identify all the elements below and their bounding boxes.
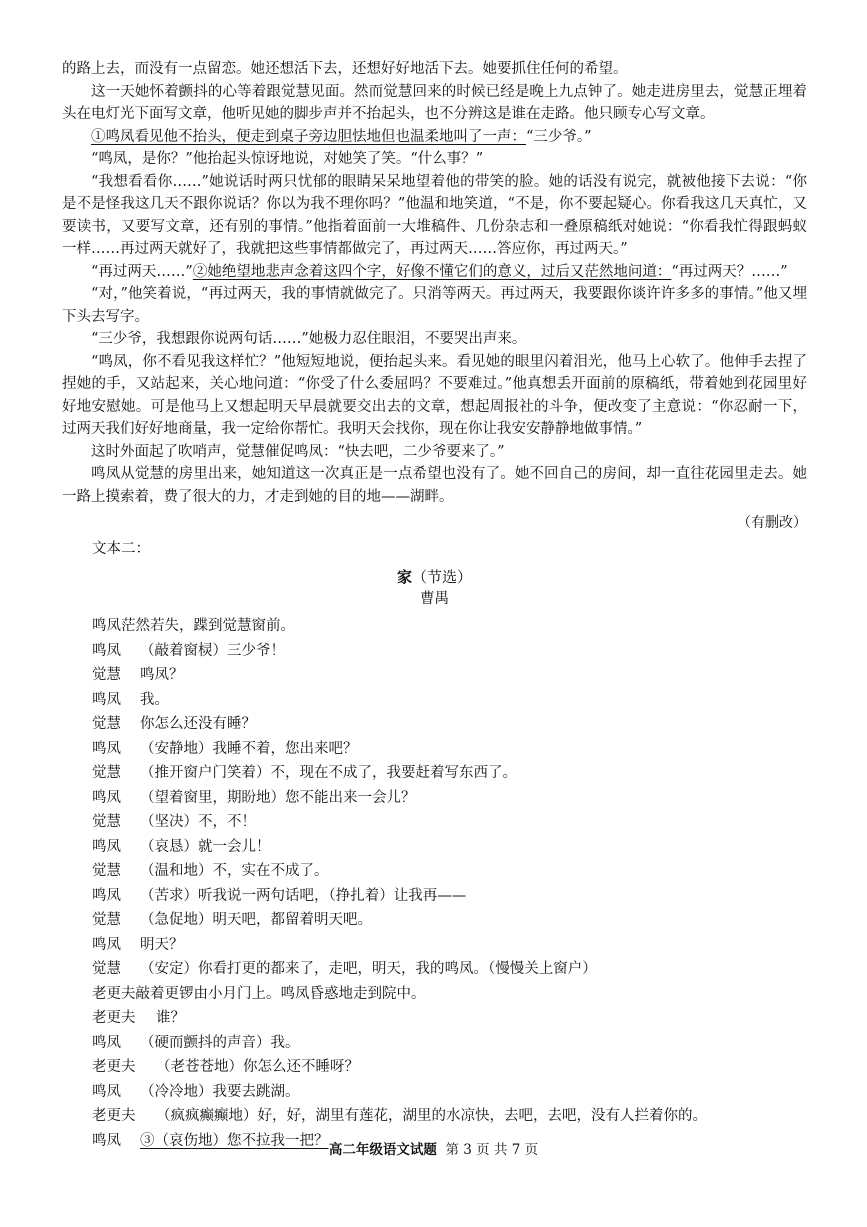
speaker: 老更夫 (92, 1108, 136, 1124)
dialog-line (92, 884, 807, 909)
line-text (140, 1080, 300, 1105)
line-text (140, 786, 416, 811)
stage-note: （望着窗里，期盼地） (140, 789, 285, 806)
dialog-line (92, 835, 807, 860)
underlined-sentence-2: ②她绝望地悲声念着这四个字，好像不懂它们的意义，过后又茫然地问道： (192, 263, 672, 280)
stage-note: （硬而颤抖的声音） (140, 1034, 271, 1051)
line-text (140, 761, 517, 786)
underlined-sentence-1: ①鸣凤看见他不抬头，便走到桌子旁边胆怯地但也温柔地叫了一声： (91, 128, 526, 145)
stage-note: （敲着窗棂） (140, 642, 227, 659)
stage-note: （急促地） (140, 912, 213, 928)
dialog-line (92, 1055, 807, 1080)
stage-direction: 鸣凤茫然若失，蹀到觉慧窗前。 (92, 618, 295, 634)
speaker: 老更夫 (92, 1010, 136, 1026)
line-text (156, 1055, 359, 1080)
stage-note: （坚决） (140, 814, 198, 830)
line-text (156, 1006, 185, 1031)
line-text (140, 835, 271, 860)
spoken-text: 不，实在不成了。 (212, 863, 329, 879)
spoken-text: 你怎么还没有睡？ (140, 716, 256, 732)
spoken-text: 好，好，湖里有莲花，湖里的水凉快，去吧，去吧，没有人拦着你的。 (257, 1108, 707, 1124)
line-text (140, 859, 329, 884)
dialog-line (92, 639, 807, 664)
paragraph (62, 126, 807, 149)
stage-note: （疯疯癫癫地） (156, 1108, 258, 1124)
stage-note: （温和地） (140, 863, 213, 879)
stage-note: （哀恳） (140, 838, 198, 855)
stage-note: （安静地） (140, 740, 213, 757)
paragraph: 这时外面起了吹哨声，觉慧催促鸣凤：“快去吧，二少爷要来了。” (91, 443, 505, 460)
play-script (62, 614, 807, 1153)
spoken-text: 不，现在不成了，我要赶着写东西了。 (270, 765, 517, 781)
speaker: 鸣凤 (92, 887, 121, 904)
line-text (140, 957, 597, 982)
section-label: 文本二： (92, 541, 150, 557)
spoken-text: 谁？ (156, 1010, 185, 1026)
dialog-line (92, 663, 807, 688)
spoken-text: 我。 (140, 691, 169, 708)
speaker: 鸣凤 (92, 691, 121, 708)
spoken-text: 我。 (270, 1034, 300, 1051)
speaker: 觉慧 (92, 716, 121, 732)
line-text (140, 810, 256, 835)
spoken-text: 你怎么还不睡呀？ (243, 1059, 359, 1075)
paragraph: 这一天她怀着颤抖的心等着跟觉慧见面。然而觉慧回来的时候已经是晚上九点钟了。她走进房里去，觉慧正埋着头在电灯光下面写文章，他听见她的脚步声并不抬起头，也不分辨这是谁在走路。他只顾专心写文章。 (62, 83, 807, 122)
line-text (140, 712, 256, 737)
spoken-text: 三少爷！ (227, 642, 285, 659)
line-text (140, 688, 169, 713)
spoken-text: 不，不！ (198, 814, 256, 830)
paragraph: “三少爷，我想跟你说两句话……”她极力忍住眼泪，不要哭出声来。 (91, 331, 527, 347)
speaker: 鸣凤 (92, 838, 121, 855)
paragraph: “对，”他笑着说，“再过两天，我的事情就做完了。只消等两天。再过两天，我要跟你谈许许多多的事情。”他又埋下头去写字。 (62, 286, 807, 325)
page-number: 第 3 页 共 7 页 (445, 1142, 539, 1158)
speaker: 鸣凤 (92, 642, 121, 659)
title-note: （节选） (412, 568, 473, 586)
spoken-text: 明天吧，都留着明天吧。 (212, 912, 372, 928)
dialog-line (92, 737, 807, 762)
line-text (156, 1104, 707, 1129)
dialog-block (92, 639, 807, 982)
author: 曹禺 (420, 591, 449, 607)
dialog-line (92, 1080, 807, 1105)
paragraph: 的路上去，而没有一点留恋。她还想活下去，还想好好地活下去。她要抓住任何的希望。 (62, 61, 628, 77)
paragraph: 鸣凤从觉慧的房里出来，她知道这一次真正是一点希望也没有了。她不回自己的房间，却一直往花园里走去。她一路上摸索着，费了很大的力，才走到她的目的地——湖畔。 (62, 466, 807, 505)
speaker: 觉慧 (92, 814, 121, 830)
line-text (140, 908, 372, 933)
spoken-text: 听我说一两句话吧，（挣扎着）让我再—— (198, 887, 467, 904)
line-text (140, 884, 466, 909)
spoken-text: 您不能出来一会儿？ (285, 789, 416, 806)
excerpt-title (62, 566, 807, 588)
dialog-line (92, 1104, 807, 1129)
spoken-text: 就一会儿！ (198, 838, 271, 855)
dialog-line (92, 1031, 807, 1056)
spoken-text: 明天？ (140, 936, 184, 953)
dialog-line (92, 810, 807, 835)
stage-note: （推开窗户门笑着） (140, 765, 271, 781)
stage-direction: 老更夫敲着更锣由小月门上。鸣凤昏惑地走到院中。 (92, 985, 426, 1002)
spoken-text: 鸣凤？ (140, 667, 184, 683)
speaker: 鸣凤 (92, 1132, 121, 1149)
text-span: “再过两天……” (91, 263, 193, 280)
page-footer (0, 1138, 867, 1158)
spoken-text: 我要去跳湖。 (212, 1083, 300, 1100)
speaker: 觉慧 (92, 863, 121, 879)
speaker: 鸣凤 (92, 740, 121, 757)
text-span: “三少爷。” (526, 128, 592, 145)
spoken-text: 我睡不着，您出来吧？ (212, 740, 358, 757)
dialog-line (92, 786, 807, 811)
exam-name: 高二年级语文试题 (328, 1142, 437, 1158)
line-text (140, 1031, 300, 1056)
line-text (140, 639, 285, 664)
paragraph: “我想看看你……”她说话时两只忧郁的眼睛呆呆地望着他的带笑的脸。她的话没有说完，就被他接下去说：“你是不是怪我这几天不跟你说话？你以为我不理你吗？”他温和地笑道，“不是，你不要起疑心。你看我这几天真忙，又要读书，又要写文章，还有别的事情。”他指着面前一大堆稿件、几份杂志和一叠原稿纸对她说：“你看我忙得跟蚂蚁一样……再过两天就好了，我就把这些事情都做完了，再过两天……答应你，再过两天。” (62, 173, 808, 257)
dialog-line (92, 688, 807, 713)
title-text: 家 (396, 568, 412, 586)
speaker: 鸣凤 (92, 789, 121, 806)
dialog-line (92, 859, 807, 884)
underlined-sentence-3: ③（哀伤地）您不拉我一把？ (140, 1132, 329, 1149)
line-text (140, 933, 184, 958)
speaker: 鸣凤 (92, 1083, 121, 1100)
spoken-text: 你看打更的都来了，走吧，明天，我的鸣凤。（慢慢关上窗户） (198, 961, 597, 977)
dialog-line (92, 712, 807, 737)
dialog-line (92, 957, 807, 982)
speaker: 觉慧 (92, 961, 121, 977)
speaker: 觉慧 (92, 912, 121, 928)
line-text (140, 737, 358, 762)
stage-note: （冷冷地） (140, 1083, 213, 1100)
dialog-line (92, 933, 807, 958)
source-note: （有删改） (737, 515, 807, 531)
document-page (62, 58, 807, 1153)
dialog-line (92, 908, 807, 933)
stage-note: （老苍苍地） (156, 1059, 243, 1075)
speaker: 鸣凤 (92, 936, 121, 953)
paragraph (62, 261, 807, 284)
speaker: 觉慧 (92, 667, 121, 683)
dialog-line (92, 1006, 807, 1031)
speaker: 老更夫 (92, 1059, 136, 1075)
paragraph: “鸣凤，是你？”他抬起头惊讶地说，对她笑了笑。“什么事？” (91, 151, 484, 167)
dialog-block (92, 1006, 807, 1129)
paragraph: “鸣凤，你不看见我这样忙？”他短短地说，便抬起头来。看见她的眼里闪着泪光，他马上心软了。他伸手去捏了捏她的手，又站起来，关心地问道：“你受了什么委屈吗？不要难过。”他真想丢开面前的原稿纸，带着她到花园里好好地安慰她。可是他马上又想起明天早晨就要交出去的文章，想起周报社的斗争，便改变了主意说：“你忍耐一下，过两天我们好好地商量，我一定给你帮忙。我明天会找你，现在你让我安安静静地做事情。” (62, 353, 807, 437)
speaker: 鸣凤 (92, 1034, 121, 1051)
text-span: “再过两天？……” (671, 263, 788, 280)
line-text (140, 663, 184, 688)
speaker: 觉慧 (92, 765, 121, 781)
dialog-line (92, 761, 807, 786)
stage-note: （苦求） (140, 887, 198, 904)
stage-note: （安定） (140, 961, 198, 977)
